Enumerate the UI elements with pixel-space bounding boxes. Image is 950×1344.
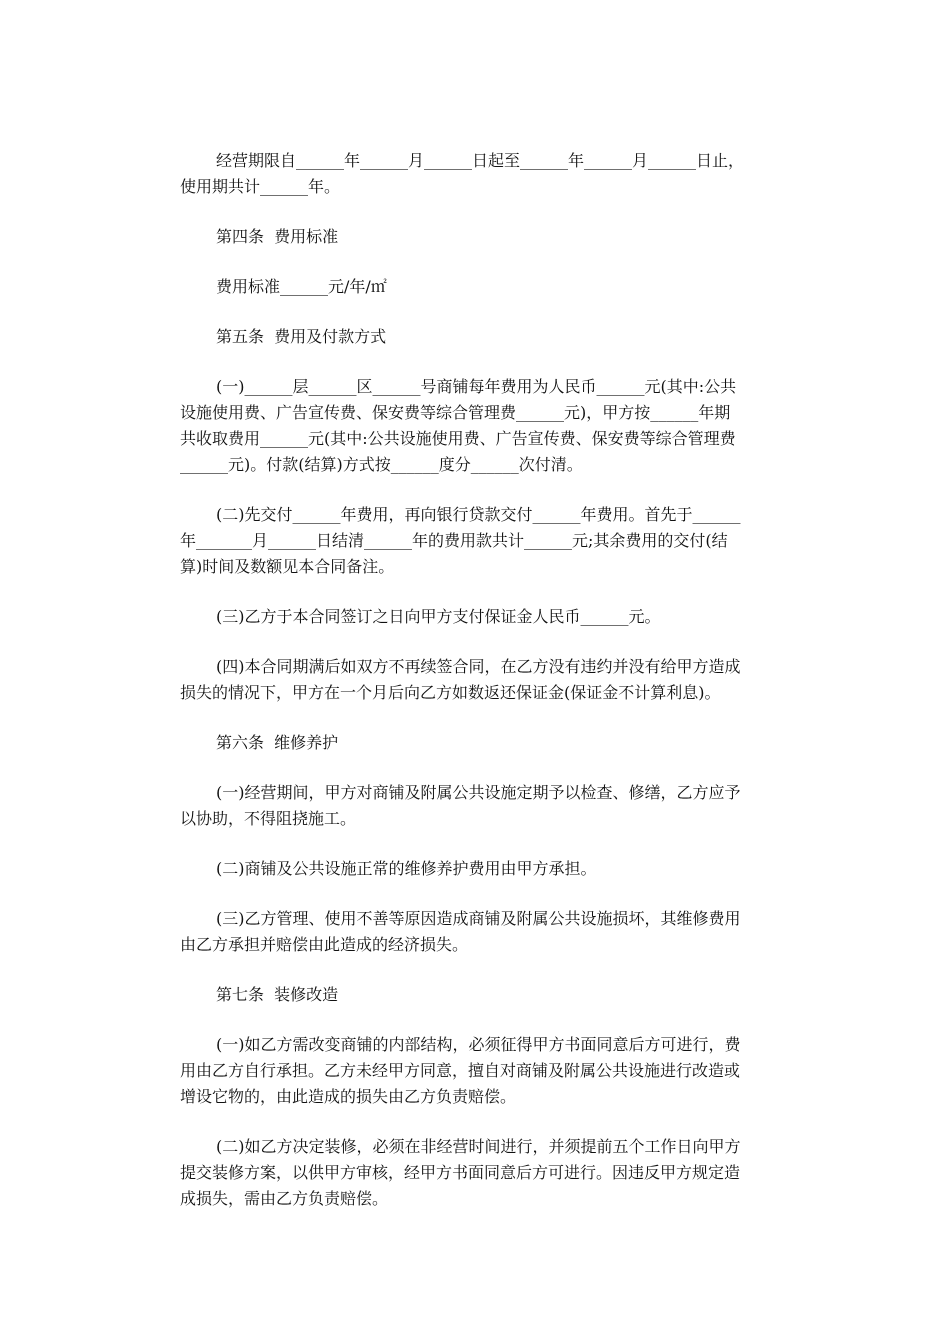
text-line: 由乙方承担并赔偿由此造成的经济损失。 <box>180 935 469 954</box>
text-line: 经营期限自______年______月______日起至______年______月______日止， <box>216 151 745 170</box>
paragraph-fee-standard <box>180 274 780 300</box>
paragraph-5-4 <box>180 654 780 706</box>
text-line: (二)先交付______年费用，再向银行贷款交付______年费用。首先于______ <box>216 505 741 524</box>
text-line: (二)商铺及公共设施正常的维修养护费用由甲方承担。 <box>216 859 597 878</box>
text-line: 成损失，需由乙方负责赔偿。 <box>180 1189 389 1208</box>
text-line: (四)本合同期满后如双方不再续签合同，在乙方没有违约并没有给甲方造成 <box>216 657 741 676</box>
paragraph-operating-term <box>180 148 780 200</box>
text-line: (一)经营期间，甲方对商铺及附属公共设施定期予以检查、修缮，乙方应予 <box>216 783 741 802</box>
heading-text: 第四条 费用标准 <box>216 227 339 246</box>
text-line: (一)如乙方需改变商铺的内部结构，必须征得甲方书面同意后方可进行，费 <box>216 1035 741 1054</box>
article-6-heading <box>180 730 780 756</box>
contract-page <box>180 148 780 1236</box>
text-line: 以协助，不得阻挠施工。 <box>180 809 357 828</box>
text-line: (三)乙方于本合同签订之日向甲方支付保证金人民币______元。 <box>216 607 661 626</box>
paragraph-5-1 <box>180 374 780 478</box>
text-line: 共收取费用______元(其中:公共设施使用费、广告宣传费、保安费等综合管理费 <box>180 429 736 448</box>
text-line: 增设它物的，由此造成的损失由乙方负责赔偿。 <box>180 1087 517 1106</box>
text-line: 使用期共计______年。 <box>180 177 341 196</box>
paragraph-6-1 <box>180 780 780 832</box>
text-line: (二)如乙方决定装修，必须在非经营时间进行，并须提前五个工作日向甲方 <box>216 1137 741 1156</box>
text-line: 提交装修方案，以供甲方审核，经甲方书面同意后方可进行。因违反甲方规定造 <box>180 1163 741 1182</box>
text-line: 设施使用费、广告宣传费、保安费等综合管理费______元)，甲方按______年期 <box>180 403 731 422</box>
paragraph-5-2 <box>180 502 780 580</box>
heading-text: 第七条 装修改造 <box>216 985 339 1004</box>
text-line: 算)时间及数额见本合同备注。 <box>180 557 395 576</box>
article-5-heading <box>180 324 780 350</box>
text-line: 用由乙方自行承担。乙方未经甲方同意，擅自对商铺及附属公共设施进行改造或 <box>180 1061 741 1080</box>
paragraph-5-3 <box>180 604 780 630</box>
text-line: 年_______月______日结清______年的费用款共计______元;其余费用的交付(结 <box>180 531 728 550</box>
paragraph-6-2 <box>180 856 780 882</box>
text-line: 损失的情况下，甲方在一个月后向乙方如数返还保证金(保证金不计算利息)。 <box>180 683 721 702</box>
paragraph-7-2 <box>180 1134 780 1212</box>
article-4-heading <box>180 224 780 250</box>
text-line: ______元)。付款(结算)方式按______度分______次付清。 <box>180 455 583 474</box>
text-line: 费用标准______元/年/㎡ <box>216 277 387 296</box>
heading-text: 第五条 费用及付款方式 <box>216 327 387 346</box>
article-7-heading <box>180 982 780 1008</box>
paragraph-6-3 <box>180 906 780 958</box>
heading-text: 第六条 维修养护 <box>216 733 339 752</box>
paragraph-7-1 <box>180 1032 780 1110</box>
text-line: (一)______层______区______号商铺每年费用为人民币______元(其中:公共 <box>216 377 737 396</box>
text-line: (三)乙方管理、使用不善等原因造成商铺及附属公共设施损坏，其维修费用 <box>216 909 741 928</box>
